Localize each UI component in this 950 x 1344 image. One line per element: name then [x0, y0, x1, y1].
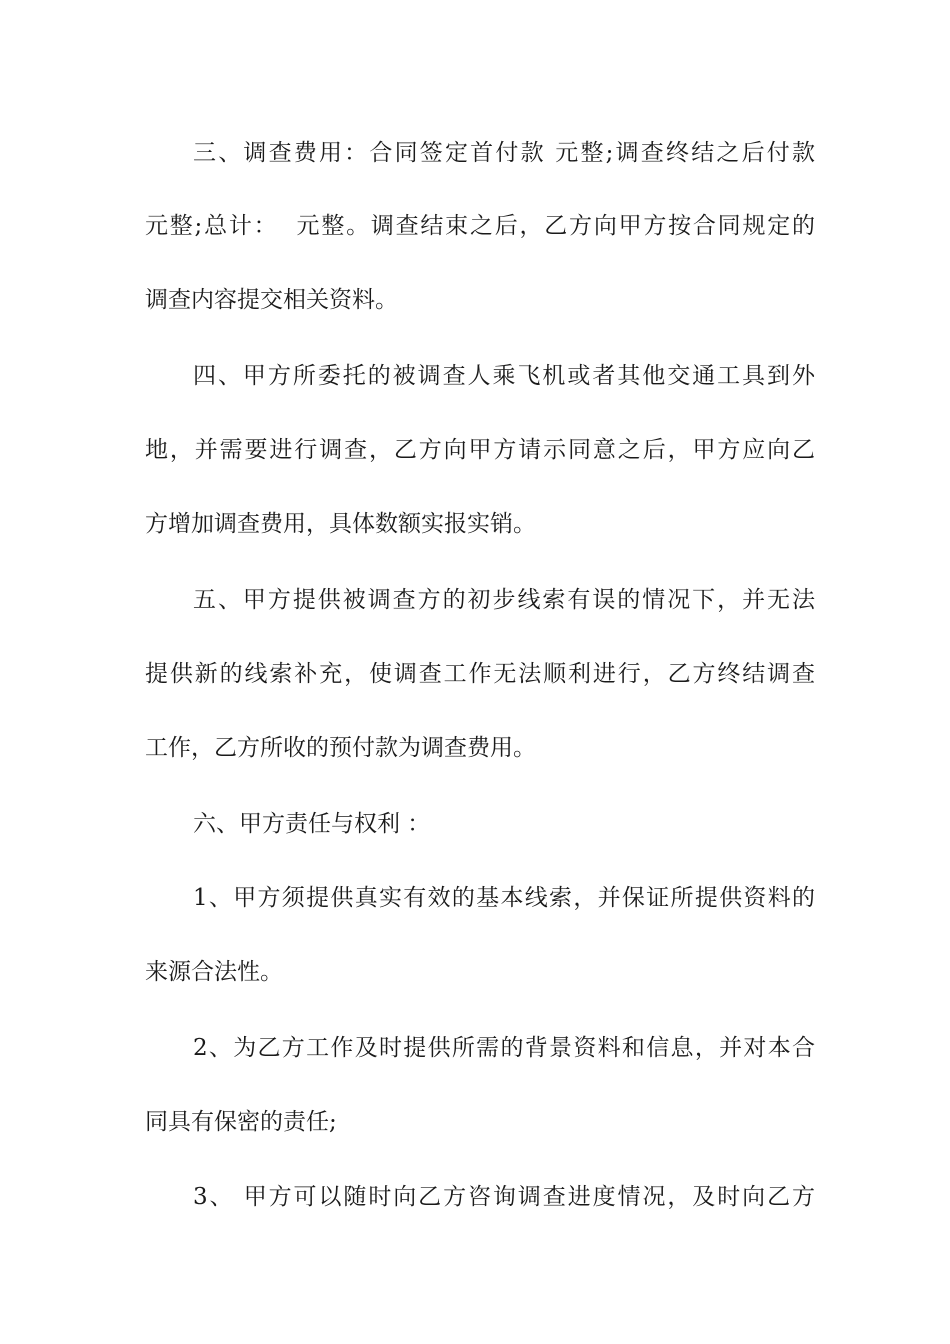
- paragraph-3-line-3: 调查内容提交相关资料。: [145, 287, 398, 313]
- item-3-line-1: 3、 甲方可以随时向乙方咨询调查进度情况，及时向乙方: [193, 1184, 815, 1210]
- paragraph-4-line-3: 方增加调查费用，具体数额实报实销。: [145, 511, 536, 537]
- paragraph-5-line-2: 提供新的线索补充，使调查工作无法顺利进行，乙方终结调查: [145, 661, 815, 687]
- item-2-line-2: 同具有保密的责任;: [145, 1109, 337, 1135]
- paragraph-4-line-2: 地，并需要进行调查，乙方向甲方请示同意之后，甲方应向乙: [145, 437, 815, 463]
- paragraph-4-line-1: 四、甲方所委托的被调查人乘飞机或者其他交通工具到外: [193, 363, 815, 389]
- paragraph-5-line-1: 五、甲方提供被调查方的初步线索有误的情况下，并无法: [193, 587, 815, 613]
- paragraph-5-line-3: 工作，乙方所收的预付款为调查费用。: [145, 735, 536, 761]
- paragraph-3-line-1: 三、调查费用：合同签定首付款 元整;调查终结之后付款: [193, 140, 815, 166]
- item-2-line-1: 2、为乙方工作及时提供所需的背景资料和信息，并对本合: [193, 1035, 815, 1061]
- section-6-heading: 六、甲方责任与权利 ：: [193, 811, 431, 837]
- item-1-line-1: 1、甲方须提供真实有效的基本线索，并保证所提供资料的: [193, 885, 815, 911]
- paragraph-3-line-2: 元整;总计： 元整。调查结束之后，乙方向甲方按合同规定的: [145, 213, 815, 239]
- item-1-line-2: 来源合法性。: [145, 959, 283, 985]
